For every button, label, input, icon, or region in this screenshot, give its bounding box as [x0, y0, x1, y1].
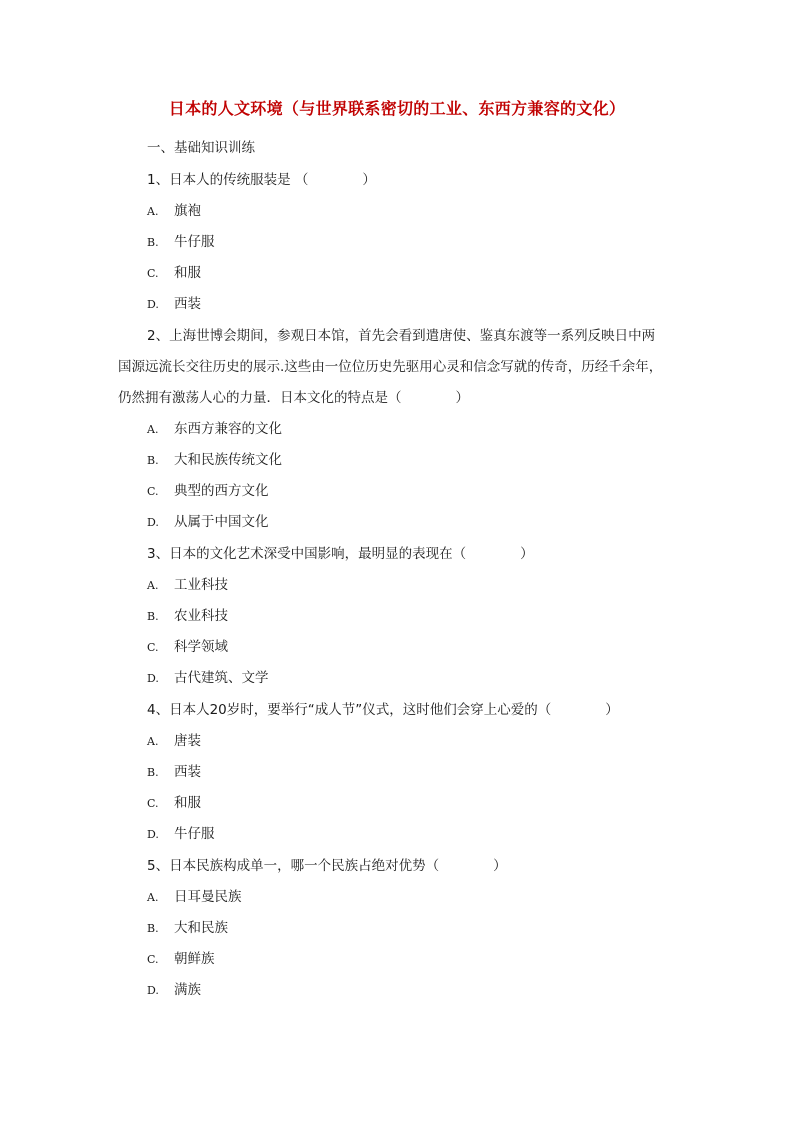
question-4-option-d	[147, 825, 215, 844]
option-text: 农业科技	[174, 608, 228, 624]
question-3-option-d	[147, 669, 269, 688]
option-letter: B.	[147, 454, 159, 467]
option-letter: C.	[147, 641, 159, 654]
question-5-stem: 5、日本民族构成单一，哪一个民族占绝对优势（ ）	[147, 858, 507, 874]
question-1-option-c	[147, 264, 201, 283]
option-letter: C.	[147, 953, 159, 966]
option-text: 古代建筑、文学	[174, 670, 269, 686]
question-4-option-b	[147, 763, 201, 782]
option-text: 西装	[174, 764, 201, 780]
question-1-option-b	[147, 233, 215, 252]
question-2-stem-line-2: 国源远流长交往历史的展示.这些由一位位历史先驱用心灵和信念写就的传奇，历经千余年，	[118, 359, 663, 375]
question-4-stem: 4、日本人20岁时，要举行“成人节”仪式，这时他们会穿上心爱的（ ）	[147, 702, 619, 718]
option-text: 科学领域	[174, 639, 228, 655]
question-3-stem: 3、日本的文化艺术深受中国影响，最明显的表现在（ ）	[147, 546, 534, 562]
question-4-option-a	[147, 732, 201, 751]
question-2-option-c	[147, 482, 269, 501]
option-letter: A.	[147, 423, 159, 436]
option-letter: D.	[147, 672, 159, 685]
option-letter: C.	[147, 267, 159, 280]
option-letter: A.	[147, 579, 159, 592]
option-text: 朝鲜族	[174, 951, 215, 967]
option-text: 旗袍	[174, 203, 201, 219]
option-letter: D.	[147, 516, 159, 529]
question-3-option-c	[147, 638, 228, 657]
option-letter: B.	[147, 610, 159, 623]
option-letter: A.	[147, 205, 159, 218]
question-2-stem-line-3: 仍然拥有激荡人心的力量．日本文化的特点是（ ）	[118, 390, 469, 406]
option-text: 牛仔服	[174, 826, 215, 842]
question-5-option-d	[147, 981, 201, 1000]
option-text: 大和民族传统文化	[174, 452, 282, 468]
option-text: 日耳曼民族	[174, 889, 242, 905]
question-1-option-d	[147, 295, 201, 314]
option-letter: C.	[147, 485, 159, 498]
question-5-option-b	[147, 919, 228, 938]
option-text: 牛仔服	[174, 234, 215, 250]
page-title: 日本的人文环境（与世界联系密切的工业、东西方兼容的文化）	[168, 99, 626, 118]
question-2-stem-line-1: 2、上海世博会期间，参观日本馆，首先会看到遣唐使、鉴真东渡等一系列反映日中两	[147, 328, 656, 344]
question-2-option-d	[147, 513, 269, 532]
option-letter: D.	[147, 984, 159, 997]
section-heading: 一、基础知识训练	[147, 140, 255, 156]
option-text: 唐装	[174, 733, 201, 749]
question-2-option-b	[147, 451, 282, 470]
question-1-option-a	[147, 202, 201, 221]
option-text: 大和民族	[174, 920, 228, 936]
option-text: 满族	[174, 982, 201, 998]
question-3-option-b	[147, 607, 228, 626]
option-text: 和服	[174, 795, 201, 811]
option-text: 从属于中国文化	[174, 514, 269, 530]
option-letter: B.	[147, 766, 159, 779]
option-text: 和服	[174, 265, 201, 281]
question-5-option-a	[147, 888, 242, 907]
question-4-option-c	[147, 794, 201, 813]
option-text: 典型的西方文化	[174, 483, 269, 499]
question-5-option-c	[147, 950, 215, 969]
option-letter: D.	[147, 298, 159, 311]
option-letter: A.	[147, 891, 159, 904]
option-letter: B.	[147, 236, 159, 249]
option-letter: A.	[147, 735, 159, 748]
option-letter: C.	[147, 797, 159, 810]
option-text: 东西方兼容的文化	[174, 421, 282, 437]
option-letter: D.	[147, 828, 159, 841]
option-letter: B.	[147, 922, 159, 935]
question-1-stem: 1、日本人的传统服装是 （ ）	[147, 172, 376, 188]
question-2-option-a	[147, 420, 282, 439]
option-text: 西装	[174, 296, 201, 312]
option-text: 工业科技	[174, 577, 228, 593]
question-3-option-a	[147, 576, 228, 595]
